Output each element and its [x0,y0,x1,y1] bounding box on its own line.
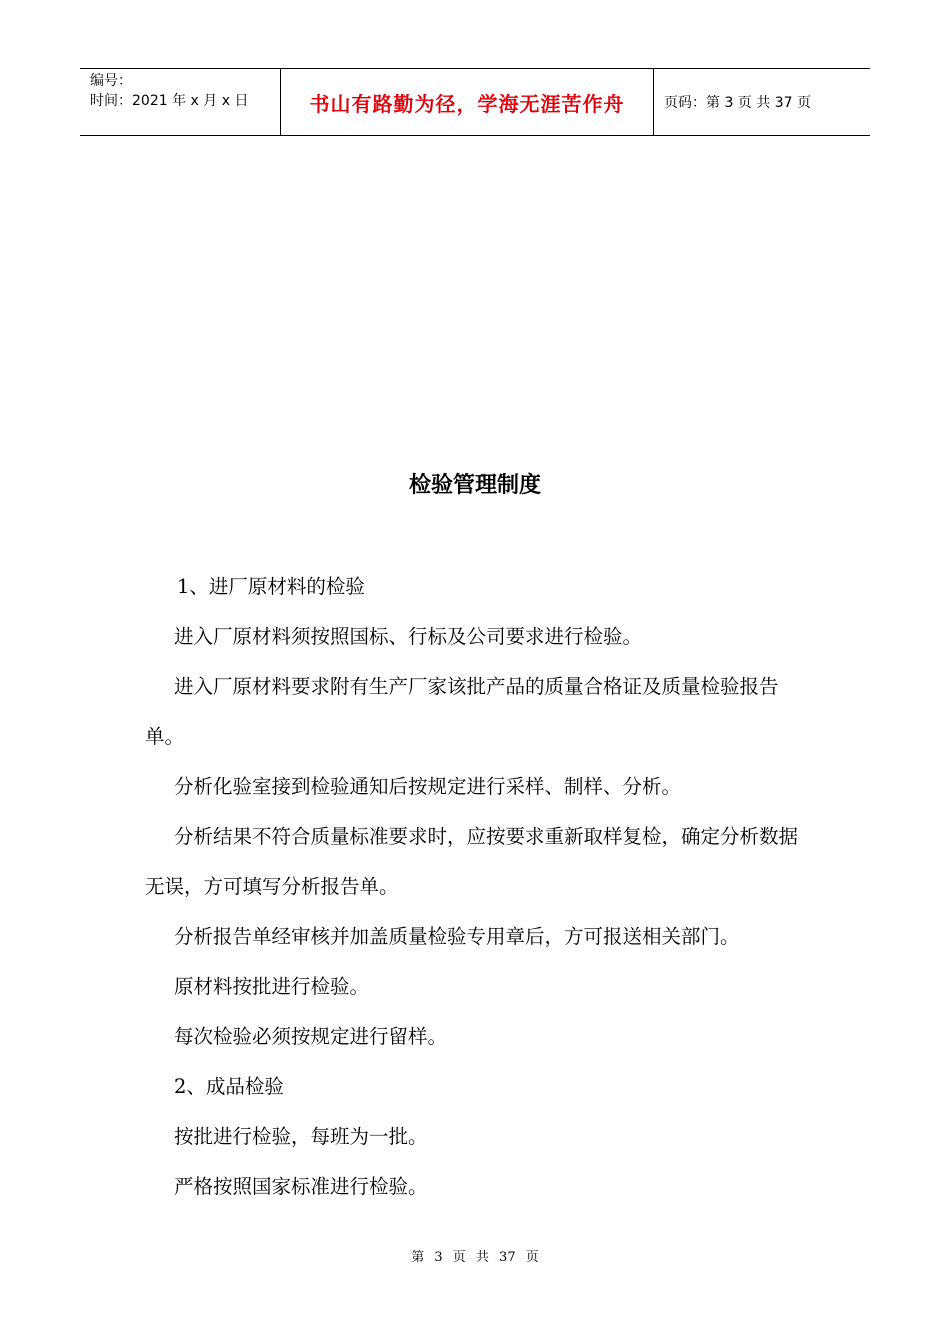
paragraph: 严格按照国家标准进行检验。 [174,1175,428,1198]
document-title: 检验管理制度 [408,473,541,498]
paragraph: 分析报告单经审核并加盖质量检验专用章后，方可报送相关部门。 [174,925,740,948]
paragraph: 按批进行检验，每班为一批。 [174,1125,428,1148]
page-footer: 第 3 页 共 37 页 [411,1250,539,1265]
section-heading-raw-materials: 1、进厂原材料的检验 [177,575,365,598]
paragraph: 原材料按批进行检验。 [174,975,370,998]
document-number-label: 编号： [90,73,132,89]
page-header [80,68,870,136]
document-date: 时间：2021 年 x 月 x 日 [90,93,249,109]
paragraph: 每次检验必须按规定进行留样。 [174,1025,448,1048]
header-motto: 书山有路勤为径，学海无涯苦作舟 [281,69,654,135]
paragraph: 分析结果不符合质量标准要求时，应按要求重新取样复检，确定分析数据无误，方可填写分析报告单。 [145,825,799,898]
paragraph: 进入厂原材料要求附有生产厂家该批产品的质量合格证及质量检验报告单。 [145,675,779,748]
paragraph: 进入厂原材料须按照国标、行标及公司要求进行检验。 [174,625,643,648]
section-heading-finished-products: 2、成品检验 [174,1075,284,1098]
header-meta-cell [80,69,281,135]
paragraph: 分析化验室接到检验通知后按规定进行采样、制样、分析。 [174,775,682,798]
document-body [145,562,815,1212]
header-page-info: 页码：第 3 页 共 37 页 [664,95,811,111]
